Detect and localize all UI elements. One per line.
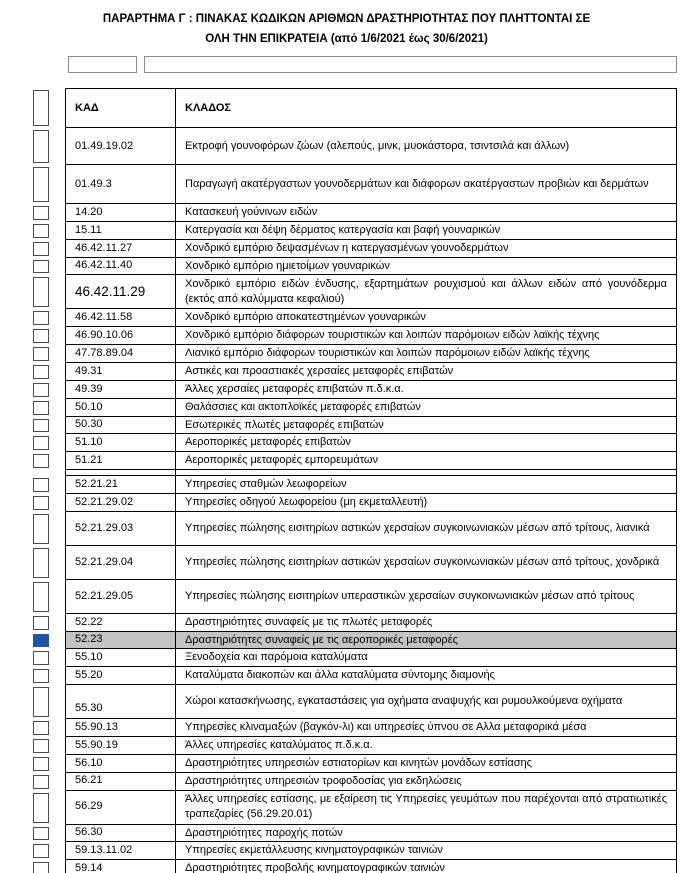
row-checkbox[interactable] [33, 206, 49, 220]
table-row [33, 546, 677, 580]
row-cells [65, 434, 677, 452]
klados-cell [176, 128, 676, 164]
row-cells [65, 222, 677, 240]
kad-cell [66, 476, 176, 493]
header-cells [65, 88, 677, 128]
page-title-line1: ΠΑΡΑΡΤΗΜΑ Γ : ΠΙΝΑΚΑΣ ΚΩΔΙΚΩΝ ΑΡΙΘΜΩΝ ΔΡΑΣΤΗΡΙΟΤΗΤΑΣ ΠΟΥ ΠΛΗΤΤΟΝΤΑΙ ΣΕ [102, 13, 591, 25]
kad-cell [66, 345, 176, 362]
klados-cell [176, 773, 676, 790]
row-cells [65, 494, 677, 512]
row-cells [65, 825, 677, 843]
row-selector-cell [33, 825, 65, 843]
row-cells [65, 165, 677, 204]
kad-cell [66, 737, 176, 754]
row-selector-cell [33, 345, 65, 363]
klados-cell [176, 632, 676, 649]
table-row [33, 165, 677, 204]
kad-cell [66, 275, 176, 308]
kad-value: 49.39 [75, 382, 103, 395]
klados-cell [176, 476, 676, 493]
row-checkbox[interactable] [33, 311, 49, 325]
kad-value: 56.10 [75, 756, 103, 769]
kad-cell [66, 512, 176, 545]
klados-cell [176, 327, 676, 344]
klados-text: Χονδρικό εμπόριο αποκατεστημένων γουναρικών [185, 311, 426, 324]
klados-text: Δραστηριότητες υπηρεσιών εστιατορίων και κινητών μονάδων εστίασης [185, 756, 532, 769]
kad-cell [66, 434, 176, 451]
row-checkbox[interactable] [33, 347, 49, 361]
row-selector-cell [33, 309, 65, 327]
row-cells [65, 632, 677, 650]
klados-text: Χονδρικό εμπόριο δεψασμένων η κατεργασμένων γουνοδερμάτων [185, 241, 509, 254]
klados-cell [176, 825, 676, 842]
row-cells [65, 240, 677, 258]
kad-value: 46.42.11.29 [75, 283, 146, 299]
row-checkbox[interactable] [33, 775, 49, 789]
table-row [33, 275, 677, 309]
kad-value: 59.13.11.02 [75, 844, 133, 857]
klados-cell [176, 452, 676, 469]
row-cells [65, 275, 677, 309]
kad-value: 55.20 [75, 669, 103, 682]
kad-cell [66, 632, 176, 649]
kad-value: 55.10 [75, 651, 103, 664]
kad-value: 55.90.13 [75, 720, 118, 733]
row-checkbox[interactable] [33, 634, 49, 648]
kad-value: 46.42.11.58 [75, 311, 133, 324]
table-row [33, 417, 677, 435]
row-checkbox[interactable] [33, 224, 49, 238]
row-selector-cell [33, 275, 65, 309]
klados-text: Κατεργασία και δέψη δέρματος κατεργασία και βαφή γουναρικών [185, 223, 501, 236]
klados-cell [176, 719, 676, 736]
kad-cell [66, 165, 176, 203]
row-checkbox[interactable] [33, 721, 49, 735]
row-checkbox[interactable] [33, 478, 49, 492]
kad-value: 14.20 [75, 205, 103, 218]
kad-cell [66, 399, 176, 416]
klados-text: Εσωτερικές πλωτές μεταφορές επιβατών [185, 418, 384, 431]
header-checkbox[interactable] [33, 90, 49, 126]
table-row [33, 773, 677, 791]
kad-value: 47.78.89.04 [75, 346, 134, 359]
table-row [33, 327, 677, 345]
kad-cell [66, 258, 176, 275]
kad-cell [66, 860, 176, 873]
klados-cell [176, 399, 676, 416]
kad-value: 50.10 [75, 400, 103, 413]
row-checkbox[interactable] [33, 277, 49, 307]
row-checkbox[interactable] [33, 496, 49, 510]
table-row [33, 614, 677, 632]
table-header-row [33, 88, 677, 128]
row-cells [65, 773, 677, 791]
row-cells [65, 512, 677, 546]
klados-cell [176, 512, 676, 545]
row-cells [65, 667, 677, 685]
kad-value: 55.90.19 [75, 738, 118, 751]
klados-text: Υπηρεσίες κλιναμαξών (βαγκόν-λι) και υπηρεσίες ύπνου σε Αλλα μεταφορικά μέσα [185, 721, 587, 734]
kad-cell [66, 240, 176, 257]
table-row [33, 309, 677, 327]
row-cells [65, 719, 677, 737]
klados-cell [176, 363, 676, 380]
row-cells [65, 476, 677, 494]
row-checkbox[interactable] [33, 365, 49, 379]
klados-cell [176, 791, 676, 824]
row-selector-cell [33, 417, 65, 435]
form-field-small[interactable] [68, 56, 137, 73]
klados-text: Υπηρεσίες εκμετάλλευσης κινηματογραφικών ταινιών [185, 844, 443, 857]
row-selector-cell [33, 476, 65, 494]
klados-cell [176, 649, 676, 666]
row-selector-cell [33, 773, 65, 791]
klados-text: Αεροπορικές μεταφορές επιβατών [185, 436, 351, 449]
kad-value: 50.30 [75, 418, 103, 431]
kad-cell [66, 363, 176, 380]
row-checkbox[interactable] [33, 582, 49, 612]
row-checkbox[interactable] [33, 454, 49, 468]
row-selector-cell [33, 737, 65, 755]
row-cells [65, 128, 677, 165]
kad-value: 56.30 [75, 826, 103, 839]
kad-value: 52.23 [75, 633, 103, 646]
row-selector-cell [33, 204, 65, 222]
row-checkbox[interactable] [33, 548, 49, 578]
table-row [33, 755, 677, 773]
table-row [33, 128, 677, 165]
klados-text: Θαλάσσιες και ακτοπλοϊκές μεταφορές επιβατών [185, 400, 421, 413]
row-selector-cell [33, 649, 65, 667]
kad-value: 01.49.19.02 [75, 139, 134, 152]
row-checkbox[interactable] [33, 242, 49, 256]
row-selector-cell [33, 165, 65, 204]
klados-text: Χώροι κατασκήνωσης, εγκαταστάσεις για οχήματα αναψυχής και ρυμουλκούμενα οχήματα [185, 695, 623, 708]
klados-text: Άλλες χερσαίες μεταφορές επιβατών π.δ.κ.α. [185, 382, 404, 395]
kad-cell [66, 381, 176, 398]
table-row [33, 842, 677, 860]
row-checkbox[interactable] [33, 329, 49, 343]
klados-cell [176, 222, 676, 239]
kad-value: 52.21.21 [75, 477, 118, 490]
klados-header-cell [176, 89, 676, 127]
row-checkbox[interactable] [33, 827, 49, 841]
table-row [33, 399, 677, 417]
row-selector-cell [33, 494, 65, 512]
row-selector-cell [33, 632, 65, 650]
row-selector-cell [33, 434, 65, 452]
klados-text: Δραστηριότητες συναφείς με τις πλωτές μεταφορές [185, 615, 433, 628]
row-cells [65, 755, 677, 773]
kad-value: 59.14 [75, 862, 103, 873]
klados-cell [176, 494, 676, 511]
kad-cell [66, 546, 176, 579]
row-cells [65, 204, 677, 222]
klados-cell [176, 685, 676, 718]
klados-cell [176, 417, 676, 434]
row-selector-cell [33, 128, 65, 165]
row-selector-cell [33, 240, 65, 258]
klados-cell [176, 381, 676, 398]
kad-table [33, 88, 677, 873]
row-selector-cell [33, 842, 65, 860]
form-fields-row [68, 56, 693, 73]
klados-text: Άλλες υπηρεσίες εστίασης, με εξαίρεση τις Υπηρεσίες γευμάτων που παρέχονται από στρατιωτικές τραπεζαρίες (56.29.20.01) [185, 793, 667, 820]
klados-cell [176, 755, 676, 772]
row-checkbox[interactable] [33, 669, 49, 683]
table-row [33, 345, 677, 363]
kad-cell [66, 580, 176, 613]
klados-cell [176, 434, 676, 451]
kad-cell [66, 755, 176, 772]
kad-header-cell [66, 89, 176, 127]
klados-cell [176, 842, 676, 859]
kad-value: 56.29 [75, 800, 103, 813]
kad-cell [66, 825, 176, 842]
row-cells [65, 363, 677, 381]
klados-text: Υπηρεσίες πώλησης εισιτηρίων υπεραστικών χερσαίων συγκοινωνιακών μέσων από τρίτους [185, 589, 635, 602]
klados-cell [176, 546, 676, 579]
table-row [33, 825, 677, 843]
row-checkbox[interactable] [33, 167, 49, 202]
row-selector-cell [33, 685, 65, 719]
klados-text: Υπηρεσίες πώλησης εισιτηρίων αστικών χερσαίων συγκοινωνιακών μέσων από τρίτους, χονδρικά [185, 555, 660, 568]
kad-cell [66, 417, 176, 434]
row-checkbox[interactable] [33, 844, 49, 858]
kad-value: 52.21.29.02 [75, 495, 134, 508]
table-row [33, 258, 677, 276]
kad-value: 55.30 [75, 701, 103, 714]
table-row [33, 580, 677, 614]
row-selector-cell [33, 791, 65, 825]
kad-value: 49.31 [75, 364, 103, 377]
table-row [33, 381, 677, 399]
klados-text: Δραστηριότητες υπηρεσιών τροφοδοσίας για εκδηλώσεις [185, 774, 462, 787]
klados-text: Καταλύματα διακοπών και άλλα καταλύματα σύντομης διαμονής [185, 669, 495, 682]
kad-cell [66, 791, 176, 824]
row-selector-cell [33, 546, 65, 580]
klados-text: Άλλες υπηρεσίες καταλύματος π.δ.κ.α. [185, 738, 373, 751]
kad-cell [66, 204, 176, 221]
row-cells [65, 842, 677, 860]
klados-cell [176, 258, 676, 275]
klados-text: Χονδρικό εμπόριο ειδών ένδυσης, εξαρτημάτων ρουχισμού και άλλων ειδών από γουνόδερμα (εκτός από καλύμματα κεφαλιού) [185, 278, 667, 305]
row-checkbox[interactable] [33, 862, 49, 873]
kad-cell [66, 685, 176, 718]
kad-cell [66, 452, 176, 469]
row-checkbox[interactable] [33, 260, 49, 274]
table-row [33, 791, 677, 825]
klados-text: Χονδρικό εμπόριο ημιετοίμων γουναρικών [185, 259, 390, 272]
kad-value: 51.21 [75, 454, 103, 467]
kad-cell [66, 222, 176, 239]
klados-cell [176, 275, 676, 308]
table-row [33, 685, 677, 719]
kad-value: 15.11 [75, 223, 102, 236]
kad-cell [66, 128, 176, 164]
row-cells [65, 737, 677, 755]
klados-cell [176, 240, 676, 257]
row-cells [65, 399, 677, 417]
row-selector-cell [33, 614, 65, 632]
table-row [33, 649, 677, 667]
kad-header-label: ΚΑΔ [75, 101, 99, 114]
table-row [33, 240, 677, 258]
klados-cell [176, 737, 676, 754]
row-selector-cell [33, 860, 65, 873]
row-cells [65, 649, 677, 667]
klados-cell [176, 309, 676, 326]
row-cells [65, 345, 677, 363]
table-row [33, 667, 677, 685]
row-checkbox[interactable] [33, 383, 49, 397]
row-cells [65, 381, 677, 399]
klados-cell [176, 204, 676, 221]
row-selector-cell [33, 667, 65, 685]
kad-cell [66, 667, 176, 684]
row-selector-cell [33, 719, 65, 737]
row-cells [65, 417, 677, 435]
row-cells [65, 685, 677, 719]
kad-cell [66, 309, 176, 326]
kad-value: 52.21.29.03 [75, 521, 134, 534]
kad-value: 51.10 [75, 436, 103, 449]
kad-value: 52.22 [75, 615, 103, 628]
row-cells [65, 452, 677, 470]
row-checkbox[interactable] [33, 616, 49, 630]
table-row [33, 204, 677, 222]
klados-cell [176, 345, 676, 362]
row-checkbox[interactable] [33, 419, 49, 433]
table-row [33, 452, 677, 470]
table-row [33, 719, 677, 737]
klados-text: Αεροπορικές μεταφορές εμπορευμάτων [185, 454, 378, 467]
row-selector-cell [33, 381, 65, 399]
kad-cell [66, 494, 176, 511]
row-selector-cell [33, 258, 65, 276]
klados-cell [176, 470, 676, 475]
kad-value: 46.42.11.40 [75, 259, 133, 272]
row-checkbox[interactable] [33, 793, 49, 823]
header-selector-cell [33, 88, 65, 128]
kad-value: 56.21 [75, 774, 103, 787]
row-selector-cell [33, 222, 65, 240]
row-cells [65, 327, 677, 345]
klados-text: Δραστηριότητες συναφείς με τις αεροπορικές μεταφορές [185, 633, 458, 646]
table-row [33, 434, 677, 452]
kad-value: 52.21.29.05 [75, 589, 134, 602]
table-row [33, 860, 677, 873]
row-checkbox[interactable] [33, 687, 49, 717]
kad-cell [66, 649, 176, 666]
table-row [33, 632, 677, 650]
klados-text: Λιανικό εμπόριο διάφορων τουριστικών και λοιπών παρόμοιων ειδών λαϊκής τέχνης [185, 347, 590, 360]
row-selector-cell [33, 363, 65, 381]
row-selector-cell [33, 512, 65, 546]
form-field-large[interactable] [144, 56, 677, 73]
page-title-line2: ΟΛΗ ΤΗΝ ΕΠΙΚΡΑΤΕΙΑ (από 1/6/2021 έως 30/6/2021) [205, 32, 488, 45]
row-checkbox[interactable] [33, 514, 49, 544]
row-cells [65, 860, 677, 873]
klados-text: Αστικές και προαστιακές χερσαίες μεταφορές επιβατών [185, 365, 454, 377]
klados-text: Υπηρεσίες πώλησης εισιτηρίων αστικών χερσαίων συγκοινωνιακών μέσων από τρίτους, λιανικά [185, 521, 650, 534]
row-checkbox[interactable] [33, 436, 49, 450]
kad-cell [66, 470, 176, 475]
table-row [33, 222, 677, 240]
row-selector-cell [33, 399, 65, 417]
row-checkbox[interactable] [33, 651, 49, 665]
klados-cell [176, 667, 676, 684]
row-cells [65, 309, 677, 327]
klados-header-label: ΚΛΑΔΟΣ [185, 101, 231, 114]
row-selector-cell [33, 452, 65, 470]
row-selector-cell [33, 580, 65, 614]
row-checkbox[interactable] [33, 401, 49, 415]
kad-cell [66, 719, 176, 736]
klados-text: Υπηρεσίες οδηγού λεωφορείου (μη εκμεταλλευτή) [185, 495, 428, 508]
row-cells [65, 614, 677, 632]
klados-text: Υπηρεσίες σταθμών λεωφορείων [185, 478, 347, 491]
klados-cell [176, 614, 676, 631]
table-row [33, 737, 677, 755]
klados-cell [176, 860, 676, 873]
row-cells [65, 546, 677, 580]
klados-text: Δραστηριότητες παροχής ποτών [185, 826, 343, 839]
kad-value: 52.21.29.04 [75, 555, 134, 568]
table-row [33, 363, 677, 381]
row-selector-cell [33, 327, 65, 345]
row-cells [65, 258, 677, 276]
klados-text: Χονδρικό εμπόριο διάφορων τουριστικών και λοιπών παρόμοιων ειδών λαϊκής τέχνης [185, 329, 600, 342]
klados-text: Ξενοδοχεία και παρόμοια καταλύματα [185, 651, 368, 664]
row-checkbox[interactable] [33, 757, 49, 771]
page-title [0, 10, 693, 49]
kad-cell [66, 842, 176, 859]
kad-value: 01.49.3 [75, 177, 112, 190]
row-cells [65, 791, 677, 825]
klados-text: Παραγωγή ακατέργαστων γουνοδερμάτων και διάφορων ακατέργαστων προβιών και δερμάτων [185, 177, 649, 190]
row-selector-cell [33, 755, 65, 773]
klados-cell [176, 165, 676, 203]
klados-cell [176, 580, 676, 613]
klados-text: Δραστηριότητες προβολής κινηματογραφικών ταινιών [185, 862, 445, 873]
kad-cell [66, 327, 176, 344]
table-row [33, 476, 677, 494]
table-row [33, 494, 677, 512]
kad-value: 46.90.10.06 [75, 329, 134, 342]
table-row [33, 512, 677, 546]
row-checkbox[interactable] [33, 739, 49, 753]
klados-text: Κατασκευή γούνινων ειδών [185, 206, 318, 219]
row-cells [65, 580, 677, 614]
kad-cell [66, 614, 176, 631]
kad-value: 46.42.11.27 [75, 241, 133, 254]
klados-text: Εκτροφή γουνοφόρων ζώων (αλεπούς, μινκ, μυοκάστορα, τσιντσιλά και άλλων) [185, 139, 570, 152]
kad-cell [66, 773, 176, 790]
row-checkbox[interactable] [33, 130, 49, 163]
